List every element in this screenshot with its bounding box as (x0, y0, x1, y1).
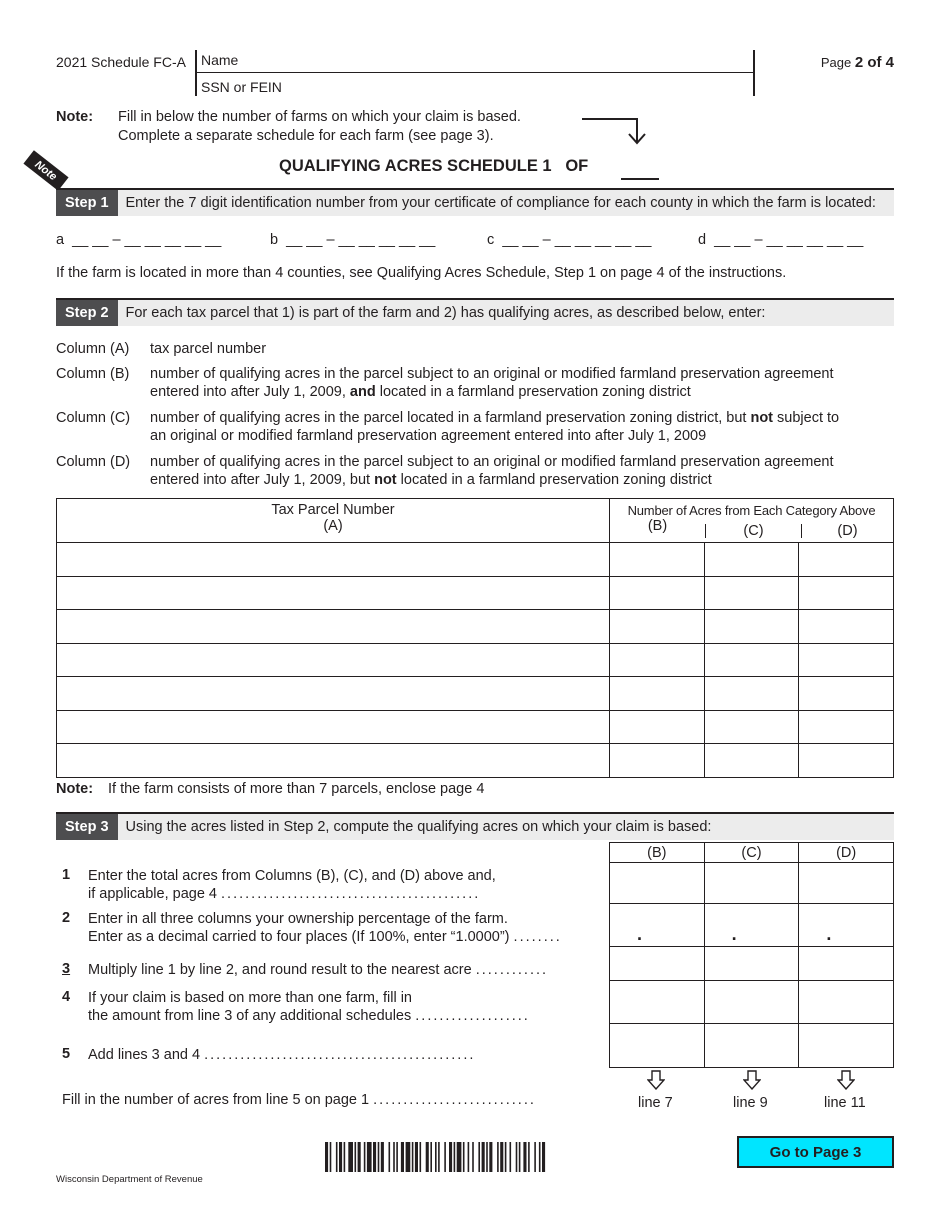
header-divider-left (195, 50, 197, 96)
line5-number: 5 (62, 1046, 71, 1062)
county-id-letter: a (56, 232, 65, 248)
parcel-input-c[interactable] (705, 718, 799, 735)
column-c-definition (56, 409, 896, 445)
parcel-cell-b[interactable] (610, 543, 705, 577)
parcel-cell-d[interactable] (799, 710, 894, 744)
barcode-bar (344, 1142, 346, 1172)
line5-text-1: Add lines 3 and 4 (88, 1047, 201, 1063)
column-a-label: Column (A) (56, 341, 130, 357)
step3-text: Using the acres listed in Step 2, compute the qualifying acres on which your claim is based: (125, 819, 712, 835)
barcode-bar (355, 1142, 357, 1172)
column-b-bold: and (349, 384, 376, 400)
column-b-text-1: number of qualifying acres in the parcel subject to an original or modified farmland preservation agreement (150, 366, 834, 382)
line3-b-cell[interactable] (610, 947, 705, 981)
barcode-bar (449, 1142, 452, 1172)
parcel-input-a[interactable] (57, 752, 609, 769)
barcode-bar (489, 1142, 492, 1172)
county-id-letter: d (698, 232, 707, 248)
parcel-input-a[interactable] (57, 551, 609, 568)
barcode-bar (358, 1142, 361, 1172)
line1-d-input[interactable] (799, 875, 893, 892)
barcode (325, 1142, 622, 1172)
parcel-input-c[interactable] (705, 685, 799, 702)
go-to-page-3-button[interactable]: Go to Page 3 (737, 1136, 894, 1168)
line5-b-input[interactable] (610, 1037, 704, 1054)
parcel-input-b[interactable] (610, 718, 704, 735)
barcode-bar (463, 1142, 465, 1172)
target-line-7: line 7 (638, 1095, 673, 1111)
barcode-bar (542, 1142, 545, 1172)
parcel-row (57, 744, 894, 778)
parcel-cell-a[interactable] (57, 610, 610, 644)
county-id-row (56, 232, 894, 248)
column-a-text: tax parcel number (150, 341, 267, 357)
parcel-input-d[interactable] (799, 685, 893, 702)
schedule-title: QUALIFYING ACRES SCHEDULE 1 OF (279, 157, 589, 175)
parcel-row (57, 543, 894, 577)
step2-text: For each tax parcel that 1) is part of the farm and 2) has qualifying acres, as described below, enter: (125, 305, 766, 321)
line3-d-input[interactable] (799, 955, 893, 972)
barcode-bar (406, 1142, 411, 1172)
line4-b-input[interactable] (610, 994, 704, 1011)
decimal-point: . (731, 924, 737, 944)
line3-text-1: Multiply line 1 by line 2, and round result to the nearest acre (88, 962, 472, 978)
decimal-point: . (826, 924, 832, 944)
county-id-c[interactable] (487, 232, 698, 248)
barcode-bar (438, 1142, 440, 1172)
parcel-header-d: (D) (801, 524, 893, 538)
parcel-input-d[interactable] (799, 752, 893, 769)
county-id-letter: b (270, 232, 279, 248)
line2-text-2: Enter as a decimal carried to four places (If 100%, enter “1.0000”) (88, 929, 510, 945)
parcel-header-b: (B) (647, 518, 668, 534)
step2-label: Step 2 (56, 300, 118, 326)
down-arrow-icon (743, 1070, 761, 1090)
parcel-input-a[interactable] (57, 584, 609, 601)
barcode-bar (381, 1142, 384, 1172)
name-label: Name (201, 52, 239, 68)
line2-d-cell[interactable] (799, 904, 894, 947)
note2-text: If the farm consists of more than 7 parcels, enclose page 4 (108, 781, 485, 797)
page-number: 2 of 4 (854, 54, 894, 71)
line1-text (88, 867, 496, 903)
parcel-input-b[interactable] (610, 685, 704, 702)
barcode-bar (486, 1142, 488, 1172)
county-id-a[interactable] (56, 232, 270, 248)
parcel-input-d[interactable] (799, 618, 893, 635)
line2-c-cell[interactable] (704, 904, 799, 947)
line4-text-2: the amount from line 3 of any additional schedules (88, 1008, 412, 1024)
line4-c-cell[interactable] (704, 981, 799, 1024)
column-d-definition (56, 453, 896, 489)
line3-c-cell[interactable] (704, 947, 799, 981)
parcel-cell-a[interactable] (57, 710, 610, 744)
name-underline (196, 72, 754, 73)
fill-instruction-text: Fill in the number of acres from line 5 on page 1 (62, 1092, 370, 1108)
county-id-d[interactable] (698, 232, 894, 248)
parcel-cell-c[interactable] (704, 543, 799, 577)
page-indicator (821, 54, 894, 71)
line1-b-cell[interactable] (610, 863, 705, 904)
department-name: Wisconsin Department of Revenue (56, 1174, 203, 1185)
parcel-input-a[interactable] (57, 685, 609, 702)
line3-text (88, 961, 548, 979)
line4-b-cell[interactable] (610, 981, 705, 1024)
column-d-text-3: located in a farmland preservation zoning district (396, 472, 712, 488)
ssn-label: SSN or FEIN (201, 79, 282, 95)
parcel-header-a-title: Tax Parcel Number (271, 502, 395, 518)
barcode-bar (523, 1142, 526, 1172)
note2-label: Note: (56, 781, 94, 797)
barcode-bar (325, 1142, 328, 1172)
parcel-cell-c[interactable] (704, 677, 799, 711)
line1-number: 1 (62, 867, 71, 883)
fill-instruction-dots: ........................... (373, 1092, 536, 1108)
line3-b-input[interactable] (610, 955, 704, 972)
step1-more-counties: If the farm is located in more than 4 counties, see Qualifying Acres Schedule, Step 1 on page 4 of the instructions. (56, 265, 787, 281)
parcel-row (57, 677, 894, 711)
parcel-cell-c[interactable] (704, 710, 799, 744)
parcel-cell-a[interactable] (57, 677, 610, 711)
county-id-blanks: __ __ – __ __ __ __ __ (286, 232, 436, 248)
parcel-cell-d[interactable] (799, 643, 894, 677)
column-a-definition (56, 340, 896, 358)
barcode-bar (367, 1142, 372, 1172)
line3-number: 3 (62, 961, 71, 977)
parcel-input-c[interactable] (705, 551, 799, 568)
barcode-bar (472, 1142, 474, 1172)
note1-label: Note: (56, 109, 94, 125)
ssn-input[interactable] (290, 78, 749, 98)
parcel-cell-c[interactable] (704, 610, 799, 644)
page-prefix: Page (820, 55, 855, 70)
barcode-bar (412, 1142, 414, 1172)
barcode-bar (389, 1142, 391, 1172)
barcode-bar (430, 1142, 432, 1172)
parcel-input-c[interactable] (705, 651, 799, 668)
barcode-bar (482, 1142, 485, 1172)
parcel-input-b[interactable] (610, 651, 704, 668)
column-c-text-2: subject to (773, 410, 840, 426)
step3-label: Step 3 (56, 814, 118, 840)
parcel-cell-d[interactable] (799, 744, 894, 778)
note1-line1: Fill in below the number of farms on which your claim is based. (118, 109, 521, 125)
step2-bar (56, 298, 894, 326)
line2-text (88, 910, 562, 946)
schedule-total-input[interactable] (621, 157, 659, 180)
line1-text-1: Enter the total acres from Columns (B), (C), and (D) above and, (88, 868, 496, 884)
county-id-blanks: __ __ – __ __ __ __ __ (502, 232, 652, 248)
parcel-cell-b[interactable] (610, 610, 705, 644)
parcel-row (57, 643, 894, 677)
step3-header-b: (B) (610, 843, 705, 863)
line3-d-cell[interactable] (799, 947, 894, 981)
parcel-cell-c[interactable] (704, 643, 799, 677)
parcel-row (57, 710, 894, 744)
parcel-row (57, 610, 894, 644)
barcode-bar (396, 1142, 398, 1172)
line5-dots: ............................................. (204, 1047, 476, 1063)
column-d-text-1: number of qualifying acres in the parcel subject to an original or modified farmland preservation agreement (150, 454, 834, 470)
barcode-bar (510, 1142, 512, 1172)
county-id-b[interactable] (270, 232, 487, 248)
barcode-bar (435, 1142, 437, 1172)
column-d-label: Column (D) (56, 454, 131, 470)
parcel-input-b[interactable] (610, 584, 704, 601)
target-line-9: line 9 (733, 1095, 768, 1111)
column-c-text (150, 409, 896, 445)
barcode-bar (348, 1142, 353, 1172)
decimal-point: . (637, 924, 643, 944)
line3-c-input[interactable] (705, 955, 799, 972)
line1-c-input[interactable] (705, 875, 799, 892)
column-c-label: Column (C) (56, 410, 131, 426)
barcode-bar (339, 1142, 342, 1172)
line4-number: 4 (62, 989, 71, 1005)
parcel-input-c[interactable] (705, 752, 799, 769)
column-d-text (150, 453, 896, 489)
parcel-input-d[interactable] (799, 651, 893, 668)
parcel-input-d[interactable] (799, 718, 893, 735)
barcode-bar (454, 1142, 456, 1172)
line5-text (88, 1046, 475, 1064)
parcel-cell-b[interactable] (610, 576, 705, 610)
column-b-text (150, 365, 896, 401)
step1-label: Step 1 (56, 190, 118, 216)
barcode-bar (426, 1142, 429, 1172)
barcode-bar (373, 1142, 376, 1172)
barcode-bar (415, 1142, 418, 1172)
line4-dots: ................... (415, 1008, 530, 1024)
parcel-cell-b[interactable] (610, 643, 705, 677)
barcode-bar (336, 1142, 338, 1172)
column-c-text-3: an original or modified farmland preservation agreement entered into after July 1, 2009 (150, 428, 707, 444)
barcode-bar (505, 1142, 507, 1172)
step1-text: Enter the 7 digit identification number from your certificate of compliance for each county in which the farm is located: (125, 195, 876, 211)
parcel-input-a[interactable] (57, 651, 609, 668)
barcode-bar (534, 1142, 536, 1172)
note-badge: Note (23, 150, 68, 190)
line1-d-cell[interactable] (799, 863, 894, 904)
line2-dots: ........ (513, 929, 562, 945)
parcel-cell-d[interactable] (799, 677, 894, 711)
barcode-bar (468, 1142, 470, 1172)
parcel-input-a[interactable] (57, 718, 609, 735)
line4-text (88, 989, 530, 1025)
line5-c-cell[interactable] (704, 1024, 799, 1068)
form-id: 2021 Schedule FC-A (56, 54, 186, 70)
parcel-input-d[interactable] (799, 584, 893, 601)
barcode-bar (420, 1142, 422, 1172)
parcel-cell-a[interactable] (57, 576, 610, 610)
parcel-cell-a[interactable] (57, 744, 610, 778)
parcel-table (56, 498, 894, 778)
name-input[interactable] (250, 52, 749, 72)
barcode-bar (500, 1142, 503, 1172)
column-c-text-1: number of qualifying acres in the parcel located in a farmland preservation zoning district, but (150, 410, 751, 426)
barcode-bar (330, 1142, 332, 1172)
line5-d-cell[interactable] (799, 1024, 894, 1068)
target-line-11: line 11 (824, 1095, 866, 1111)
barcode-bar (519, 1142, 521, 1172)
line3-dots: ............ (475, 962, 549, 978)
county-id-letter: c (487, 232, 495, 248)
parcel-cell-a[interactable] (57, 543, 610, 577)
line1-b-input[interactable] (610, 875, 704, 892)
step3-header-c: (C) (704, 843, 799, 863)
line2-b-cell[interactable] (610, 904, 705, 947)
step3-bar (56, 812, 894, 840)
parcel-cell-c[interactable] (704, 744, 799, 778)
line4-c-input[interactable] (705, 994, 799, 1011)
line1-dots: ........................................... (221, 886, 481, 902)
barcode-bar (516, 1142, 518, 1172)
pointer-arrow-icon (580, 112, 650, 146)
line4-d-input[interactable] (799, 994, 893, 1011)
down-arrow-icon (647, 1070, 665, 1090)
parcel-cell-b[interactable] (610, 677, 705, 711)
fill-instruction (62, 1092, 536, 1108)
barcode-bar (393, 1142, 395, 1172)
parcel-header-a (57, 499, 610, 543)
parcel-input-d[interactable] (799, 551, 893, 568)
parcel-cell-a[interactable] (57, 643, 610, 677)
step3-table (609, 842, 894, 1068)
line5-d-input[interactable] (799, 1037, 893, 1054)
parcel-cell-d[interactable] (799, 610, 894, 644)
barcode-bar (364, 1142, 366, 1172)
column-d-text-2: entered into after July 1, 2009, but (150, 472, 375, 488)
barcode-bar (528, 1142, 530, 1172)
parcel-row (57, 576, 894, 610)
parcel-input-c[interactable] (705, 618, 799, 635)
parcel-cell-b[interactable] (610, 710, 705, 744)
parcel-input-b[interactable] (610, 752, 704, 769)
parcel-cell-d[interactable] (799, 543, 894, 577)
line4-text-1: If your claim is based on more than one farm, fill in (88, 990, 412, 1006)
column-b-definition (56, 365, 896, 401)
column-b-text-2: entered into after July 1, 2009, (150, 384, 350, 400)
parcel-header-group-title: Number of Acres from Each Category Above (627, 503, 876, 518)
parcel-header-c: (C) (705, 524, 801, 538)
parcel-cell-c[interactable] (704, 576, 799, 610)
down-arrow-icon (837, 1070, 855, 1090)
parcel-input-b[interactable] (610, 618, 704, 635)
barcode-bar (457, 1142, 462, 1172)
parcel-input-b[interactable] (610, 551, 704, 568)
barcode-bar (378, 1142, 380, 1172)
parcel-input-a[interactable] (57, 618, 609, 635)
parcel-cell-d[interactable] (799, 576, 894, 610)
county-id-blanks: __ __ – __ __ __ __ __ (72, 232, 222, 248)
column-b-label: Column (B) (56, 366, 130, 382)
barcode-bar (497, 1142, 499, 1172)
parcel-header-a-code: (A) (323, 518, 343, 534)
line2-number: 2 (62, 910, 71, 926)
step3-header-d: (D) (799, 843, 894, 863)
line5-b-cell[interactable] (610, 1024, 705, 1068)
parcel-header-group (610, 499, 894, 543)
county-id-blanks: __ __ – __ __ __ __ __ (714, 232, 864, 248)
line1-c-cell[interactable] (704, 863, 799, 904)
note1-line2: Complete a separate schedule for each farm (see page 3). (118, 128, 494, 144)
barcode-bar (401, 1142, 404, 1172)
barcode-bar (444, 1142, 446, 1172)
parcel-cell-b[interactable] (610, 744, 705, 778)
barcode-bar (478, 1142, 480, 1172)
column-b-text-3: located in a farmland preservation zoning district (375, 384, 691, 400)
line5-c-input[interactable] (705, 1037, 799, 1054)
column-d-bold: not (374, 472, 397, 488)
line1-text-2: if applicable, page 4 (88, 886, 217, 902)
line4-d-cell[interactable] (799, 981, 894, 1024)
barcode-bar (539, 1142, 541, 1172)
step1-bar (56, 188, 894, 216)
parcel-input-c[interactable] (705, 584, 799, 601)
header-divider-right (753, 50, 755, 96)
line2-text-1: Enter in all three columns your ownership percentage of the farm. (88, 911, 508, 927)
column-c-bold: not (750, 410, 774, 426)
